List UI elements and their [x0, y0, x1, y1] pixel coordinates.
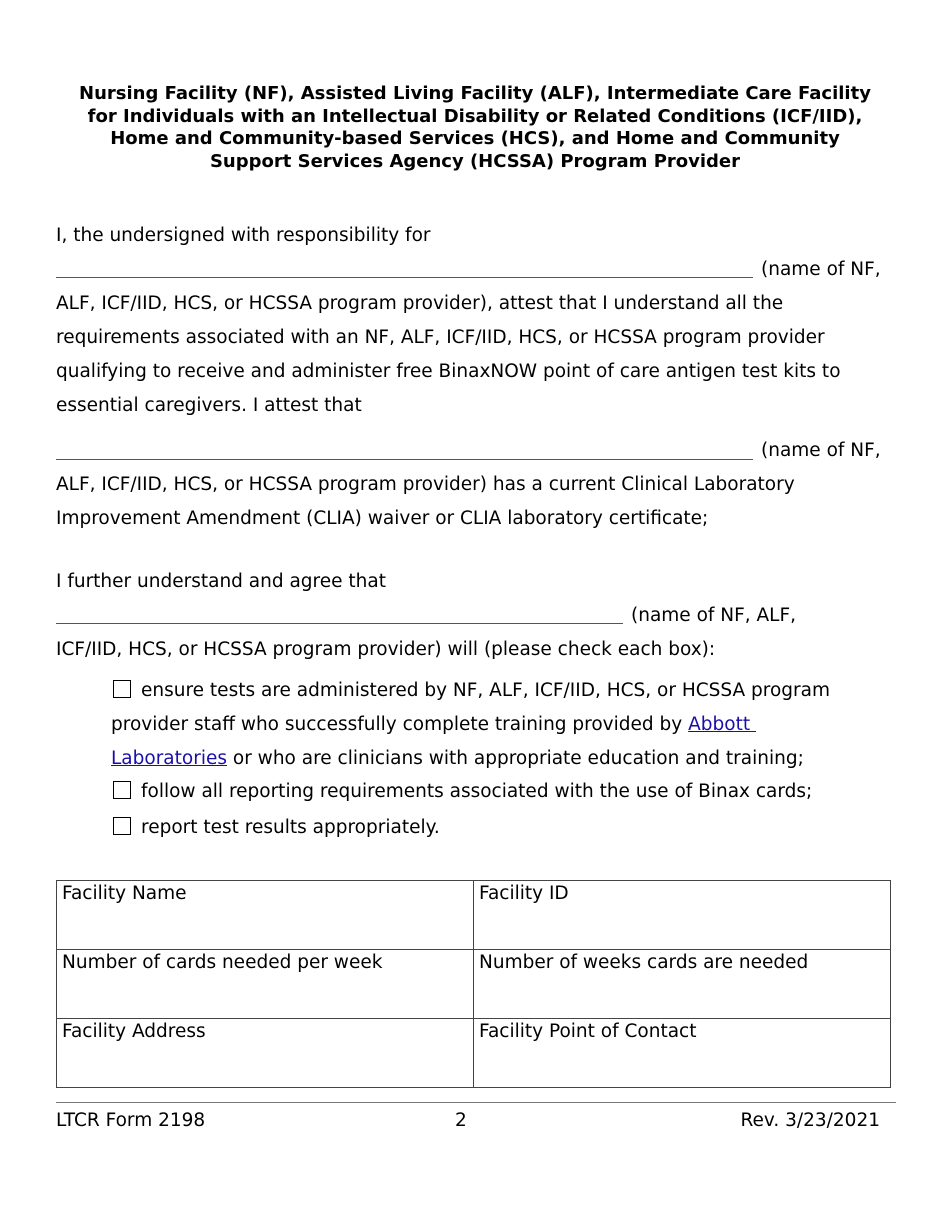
checkbox-training-label: ensure tests are administered by NF, ALF, ICF/IID, HCS, or HCSSA program	[141, 680, 831, 701]
paragraph-line: requirements associated with an NF, ALF, ICF/IID, HCS, or HCSSA program provider	[56, 327, 825, 348]
cards-per-week-cell[interactable]: Number of cards needed per week	[57, 950, 474, 1019]
blank-3-suffix: (name of NF, ALF,	[631, 605, 797, 626]
title-line: for Individuals with an Intellectual Disability or Related Conditions (ICF/IID),	[87, 105, 863, 127]
form-title	[60, 83, 890, 173]
paragraph-line: ALF, ICF/IID, HCS, or HCSSA program provider), attest that I understand all the	[56, 293, 784, 314]
table-row	[57, 881, 891, 950]
provider-name-blank-2[interactable]	[56, 459, 753, 460]
blank-1-suffix: (name of NF,	[761, 259, 881, 280]
abbott-laboratories-link-cont[interactable]: Laboratories	[111, 748, 227, 769]
facility-id-cell[interactable]: Facility ID	[474, 881, 891, 950]
facility-address-cell[interactable]: Facility Address	[57, 1019, 474, 1088]
checkbox-intro: ICF/IID, HCS, or HCSSA program provider) will (please check each box):	[56, 639, 716, 660]
paragraph-line: Improvement Amendment (CLIA) waiver or CLIA laboratory certificate;	[56, 508, 709, 529]
table-row	[57, 950, 891, 1019]
checkbox-training-label-end	[111, 748, 804, 770]
checkbox-results-label: report test results appropriately.	[141, 817, 440, 838]
checkbox-reporting[interactable]	[113, 781, 131, 799]
checkbox-training-text: provider staff who successfully complete training provided by	[111, 714, 689, 735]
further-text: I further understand and agree that	[56, 571, 386, 592]
checkbox-training-text: or who are clinicians with appropriate education and training;	[227, 748, 804, 769]
footer-form-number: LTCR Form 2198	[56, 1110, 206, 1131]
checkbox-results[interactable]	[113, 817, 131, 835]
footer-page-number: 2	[455, 1110, 467, 1131]
point-of-contact-cell[interactable]: Facility Point of Contact	[474, 1019, 891, 1088]
title-line: Support Services Agency (HCSSA) Program Provider	[209, 150, 741, 172]
checkbox-reporting-label: follow all reporting requirements associated with the use of Binax cards;	[141, 781, 813, 802]
footer-revision: Rev. 3/23/2021	[740, 1110, 880, 1131]
abbott-laboratories-link[interactable]	[688, 714, 756, 735]
table-row	[57, 1019, 891, 1088]
checkbox-training[interactable]	[113, 680, 131, 698]
blank-2-suffix: (name of NF,	[761, 440, 881, 461]
footer-divider	[56, 1102, 896, 1103]
link-text: Abbott	[688, 714, 751, 735]
intro-text: I, the undersigned with responsibility for	[56, 225, 431, 246]
weeks-needed-cell[interactable]: Number of weeks cards are needed	[474, 950, 891, 1019]
facility-info-table	[56, 880, 891, 1088]
provider-name-blank-3[interactable]	[56, 623, 623, 624]
facility-name-cell[interactable]: Facility Name	[57, 881, 474, 950]
title-line: Nursing Facility (NF), Assisted Living Facility (ALF), Intermediate Care Facility	[79, 83, 871, 104]
paragraph-line: essential caregivers. I attest that	[56, 395, 362, 416]
paragraph-line: qualifying to receive and administer free BinaxNOW point of care antigen test kits to	[56, 361, 841, 382]
checkbox-training-label-cont	[111, 714, 756, 736]
paragraph-line: ALF, ICF/IID, HCS, or HCSSA program provider) has a current Clinical Laboratory	[56, 474, 795, 495]
provider-name-blank-1[interactable]	[56, 277, 753, 278]
title-line: Home and Community-based Services (HCS), and Home and Community	[110, 128, 840, 149]
